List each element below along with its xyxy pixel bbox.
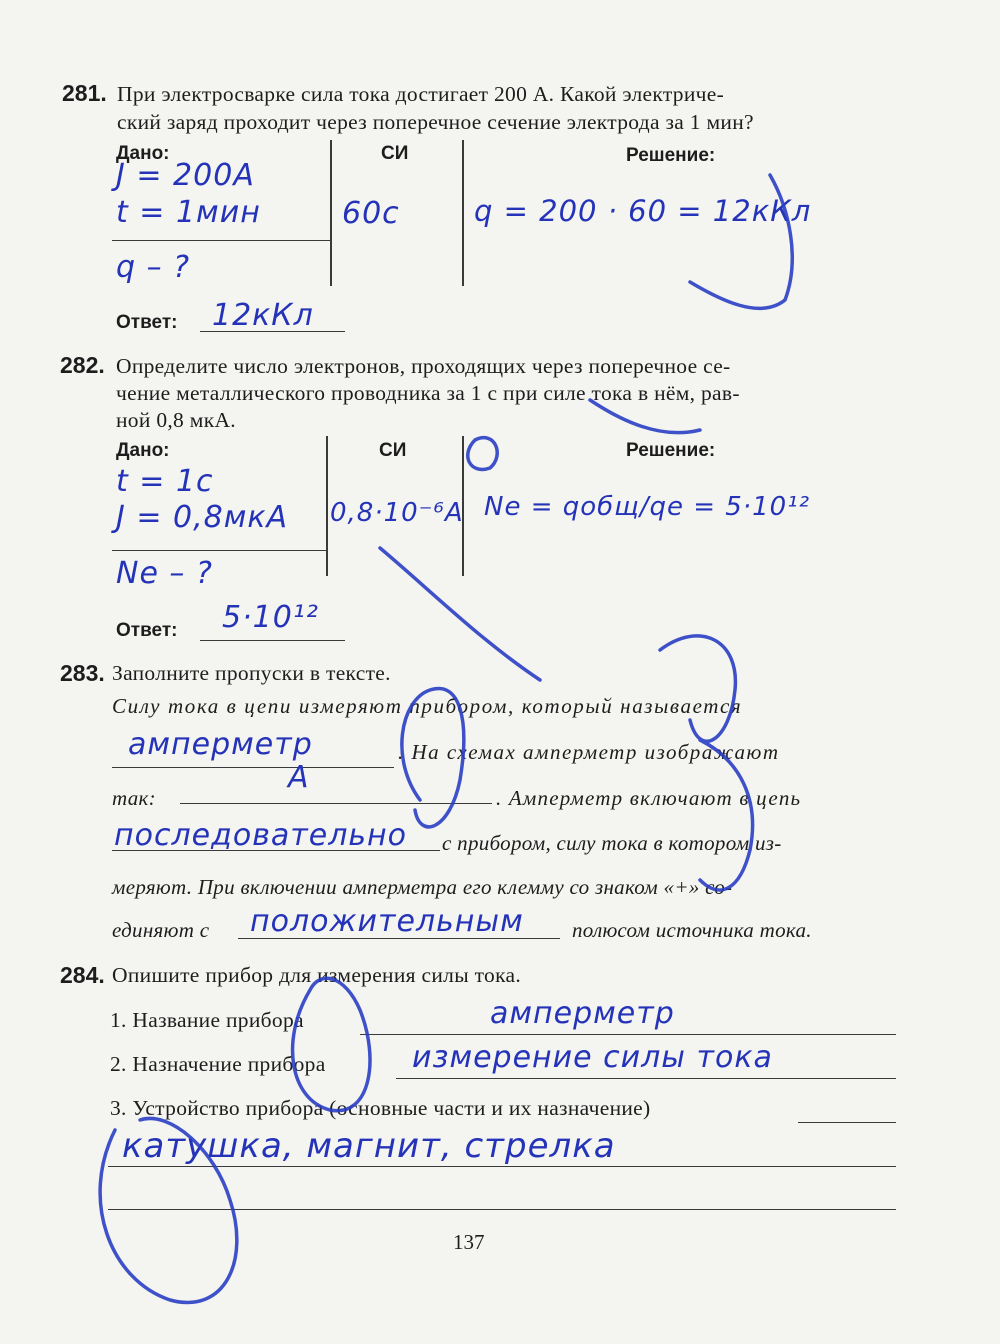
diagonal-stroke bbox=[380, 548, 540, 680]
task-281-solution-header: Решение: bbox=[626, 145, 716, 166]
task-284-title: Опишите прибор для измерения силы тока. bbox=[112, 963, 522, 987]
task-282-text-line1: Определите число электронов, проходящих через поперечное се- bbox=[116, 354, 731, 378]
task-281-given-current: J = 200A bbox=[116, 158, 255, 193]
task-282-answer-value: 5·10¹² bbox=[222, 600, 319, 635]
vertical-o-stroke bbox=[402, 688, 464, 826]
task-281-si-value: 60с bbox=[342, 196, 400, 231]
task-283-number: 283. bbox=[60, 660, 105, 686]
task-282-solution-text: Nе = qобщ/qe = 5·10¹² bbox=[484, 492, 811, 522]
task-283-line2-rest: . На схемах амперметр изображают bbox=[398, 740, 780, 764]
task-281-answer-label: Ответ: bbox=[116, 312, 178, 333]
loop-mark bbox=[660, 636, 735, 741]
task-282-text-line2: чение металлического проводника за 1 с при силе тока в нём, рав- bbox=[116, 381, 740, 405]
big-oval-middle bbox=[293, 978, 370, 1110]
task-283-blank2-answer: А bbox=[288, 760, 310, 795]
task-282-si-value: 0,8·10⁻⁶A bbox=[330, 498, 464, 528]
task-283-blank1-answer: амперметр bbox=[128, 727, 313, 762]
task-283-blank3-answer: последовательно bbox=[114, 818, 408, 853]
task-283-line6-rest: полюсом источника тока. bbox=[572, 918, 812, 942]
task-281-number: 281. bbox=[62, 80, 107, 106]
task-283-line3-start: так: bbox=[112, 786, 156, 810]
task-282-solution-header: Решение: bbox=[626, 440, 716, 461]
task-281-si-header: СИ bbox=[381, 143, 409, 164]
task-284-item3-label: 3. Устройство прибора (основные части и их назначение) bbox=[110, 1096, 651, 1120]
big-oval-right bbox=[700, 740, 753, 890]
task-281-given-header: Дано: bbox=[116, 143, 170, 164]
task-282-answer-label: Ответ: bbox=[116, 620, 178, 641]
task-283-line4-rest: с прибором, силу тока в котором из- bbox=[442, 831, 782, 855]
task-283-title: Заполните пропуски в тексте. bbox=[112, 661, 391, 685]
task-283-line6-start: единяют с bbox=[112, 918, 210, 942]
task-281-given-unknown: q – ? bbox=[116, 250, 191, 285]
task-283-line3-rest: . Амперметр включают в цепь bbox=[496, 786, 802, 810]
task-282-given-current: J = 0,8мкА bbox=[116, 500, 289, 535]
task-282-given-time: t = 1с bbox=[116, 464, 214, 499]
task-281-text-line2: ский заряд проходит через поперечное сечение электрода за 1 мин? bbox=[117, 110, 754, 134]
task-283-blank4-answer: положительным bbox=[250, 904, 524, 939]
task-281-text-line1: При электросварке сила тока достигает 200 А. Какой электриче- bbox=[117, 82, 725, 106]
task-284-item1-answer: амперметр bbox=[490, 996, 675, 1031]
task-283-line5: меряют. При включении амперметра его клемму со знаком «+» со- bbox=[112, 875, 733, 899]
task-282-text-line3: ной 0,8 мкА. bbox=[116, 408, 236, 432]
task-282-given-unknown: Nе – ? bbox=[116, 556, 213, 591]
task-284-item1-label: 1. Название прибора bbox=[110, 1008, 304, 1032]
checkmark-281 bbox=[690, 175, 792, 308]
task-281-solution-text: q = 200 · 60 = 12кКл bbox=[474, 194, 812, 228]
task-281-given-time: t = 1мин bbox=[116, 195, 261, 230]
task-281-answer-value: 12кКл bbox=[212, 298, 314, 333]
task-282-given-header: Дано: bbox=[116, 440, 170, 461]
task-284-number: 284. bbox=[60, 962, 105, 988]
task-282-si-header: СИ bbox=[379, 440, 407, 461]
task-284-item2-answer: измерение силы тока bbox=[412, 1040, 773, 1075]
circle-mark-282 bbox=[468, 438, 497, 470]
big-oval-left bbox=[100, 1118, 237, 1302]
task-283-line1: Силу тока в цепи измеряют прибором, который называется bbox=[112, 694, 743, 718]
task-282-number: 282. bbox=[60, 352, 105, 378]
long-check-stroke bbox=[590, 400, 700, 433]
task-284-item2-label: 2. Назначение прибора bbox=[110, 1052, 326, 1076]
page-number: 137 bbox=[453, 1230, 485, 1254]
task-284-item3-answer: катушка, магнит, стрелка bbox=[122, 1126, 616, 1166]
